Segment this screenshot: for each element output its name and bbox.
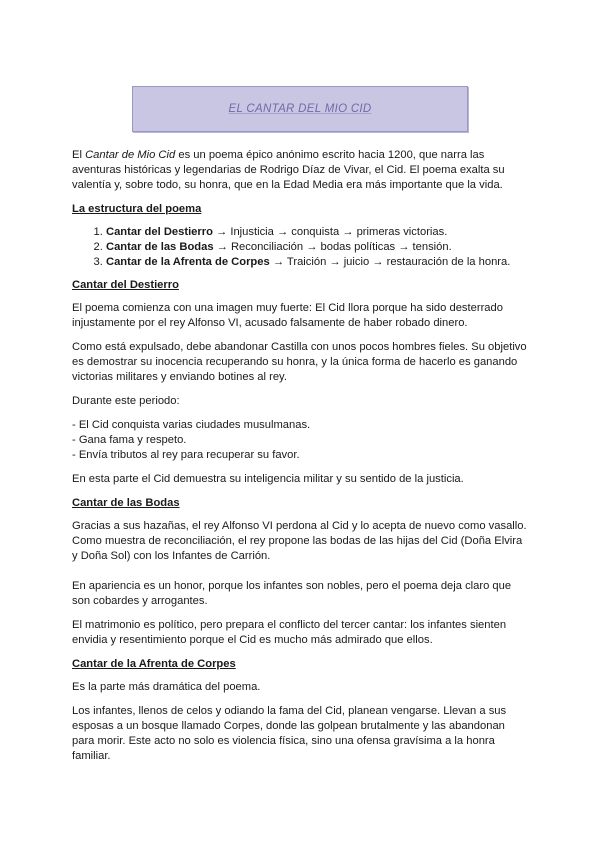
list-item-bold: Cantar del Destierro bbox=[106, 226, 213, 238]
bodas-paragraph-3: El matrimonio es político, pero prepara el conflicto del tercer cantar: los infantes sienten envidia y resentimiento porque el Cid es mucho más admirado que ellos. bbox=[72, 619, 507, 646]
destierro-paragraph-3: Durante este periodo: bbox=[72, 395, 180, 407]
list-item: - El Cid conquista varias ciudades musulmanas. bbox=[72, 419, 311, 431]
afrenta-paragraph-2: Los infantes, llenos de celos y odiando la fama del Cid, planean vengarse. Llevan a sus esposas a un bosque llamado Corpes, donde las golpean brutalmente y las abandonan para morir. Este acto no solo es violencia física, sino una ofensa gravísima a la honra familiar. bbox=[72, 705, 507, 762]
list-item-bold: Cantar de las Bodas bbox=[106, 241, 214, 253]
document-body bbox=[72, 148, 528, 773]
intro-rest: es un poema épico anónimo escrito hacia 1200, que narra las aventuras históricas y legendarias de Rodrigo Díaz de Vivar, el Cid. El poema exalta su valentía y, sobre todo, su honra, que en la Edad Media era más importante que la vida. bbox=[72, 149, 505, 191]
destierro-paragraph-4: En esta parte el Cid demuestra su inteligencia militar y su sentido de la justicia. bbox=[72, 473, 464, 485]
document-title: EL CANTAR DEL MIO CID bbox=[228, 102, 372, 115]
section-heading-destierro: Cantar del Destierro bbox=[72, 279, 179, 291]
list-item-text: → Injusticia → conquista → primeras victorias. bbox=[212, 226, 448, 238]
list-item: - Envía tributos al rey para recuperar su favor. bbox=[72, 449, 300, 461]
section-heading-bodas: Cantar de las Bodas bbox=[72, 497, 180, 509]
list-item bbox=[106, 255, 528, 270]
list-item bbox=[106, 240, 528, 255]
destierro-paragraph-1: El poema comienza con una imagen muy fuerte: El Cid llora porque ha sido desterrado injustamente por el rey Alfonso VI, acusado falsamente de haber robado dinero. bbox=[72, 302, 503, 329]
afrenta-paragraph-1: Es la parte más dramática del poema. bbox=[72, 681, 261, 693]
list-item-text: → Reconciliación → bodas políticas → tensión. bbox=[213, 241, 452, 253]
list-item-text: → Traición → juicio → restauración de la honra. bbox=[269, 256, 511, 268]
structure-list bbox=[72, 225, 528, 270]
bodas-paragraph-1: Gracias a sus hazañas, el rey Alfonso VI perdona al Cid y lo acepta de nuevo como vasallo. Como muestra de reconciliación, el rey propone las bodas de las hijas del Cid (Doña Elvira y Doña Sol) con los Infantes de Carrión. bbox=[72, 520, 527, 562]
intro-italic-title: Cantar de Mio Cid bbox=[85, 149, 176, 161]
list-item bbox=[106, 225, 528, 240]
intro-lead: El bbox=[72, 149, 86, 161]
title-banner bbox=[132, 86, 468, 132]
list-item-bold: Cantar de la Afrenta de Corpes bbox=[106, 256, 270, 268]
destierro-list bbox=[72, 418, 528, 463]
list-item: - Gana fama y respeto. bbox=[72, 434, 187, 446]
destierro-paragraph-2: Como está expulsado, debe abandonar Castilla con unos pocos hombres fieles. Su objetivo es demostrar su inocencia recuperando su honra, y la única forma de hacerlo es ganando victorias militares y enviando botines al rey. bbox=[72, 341, 527, 383]
bodas-paragraph-2: En apariencia es un honor, porque los infantes son nobles, pero el poema deja claro que son cobardes y arrogantes. bbox=[72, 580, 512, 607]
section-heading-afrenta: Cantar de la Afrenta de Corpes bbox=[72, 658, 236, 670]
intro-paragraph bbox=[72, 148, 528, 193]
section-heading-structure: La estructura del poema bbox=[72, 203, 202, 215]
